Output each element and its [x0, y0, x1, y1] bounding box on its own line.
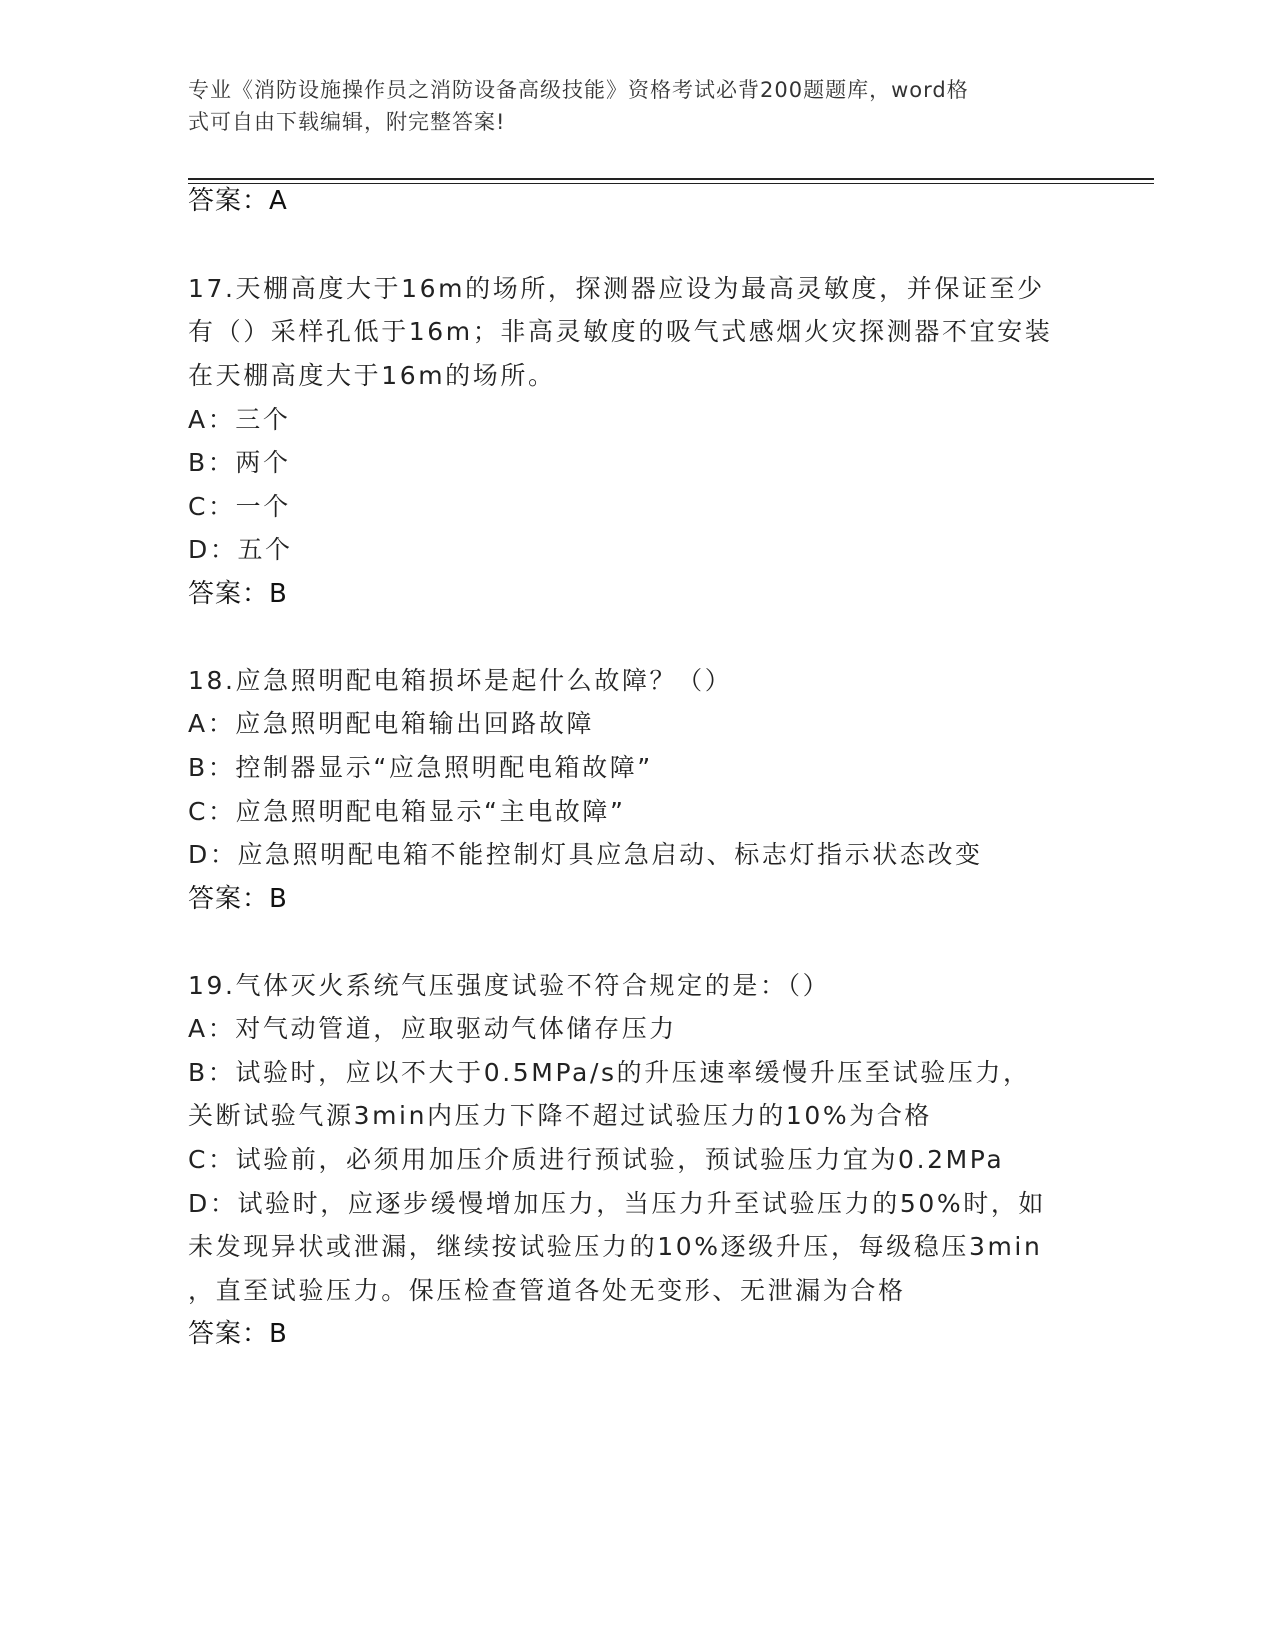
- q19-option-d-line-1: D：试验时，应逐步缓慢增加压力，当压力升至试验压力的50%时，如: [188, 1189, 1047, 1218]
- q18-answer: 答案：B: [188, 884, 288, 914]
- header-line-1: 专业《消防设施操作员之消防设备高级技能》资格考试必背200题题库，word格: [188, 78, 969, 102]
- q17-answer: 答案：B: [188, 579, 288, 609]
- previous-answer: 答案：A: [188, 186, 288, 216]
- q19-answer: 答案：B: [188, 1319, 288, 1349]
- q17-option-b: B：两个: [188, 448, 291, 477]
- q19-option-a: A：对气动管道，应取驱动气体储存压力: [188, 1014, 677, 1043]
- q19-stem-line-1: 19.气体灭火系统气压强度试验不符合规定的是：（）: [188, 971, 831, 1000]
- q19-option-b-line-1: B：试验时，应以不大于0.5MPa/s的升压速率缓慢升压至试验压力，: [188, 1058, 1031, 1087]
- q17-stem-line-2: 有（）采样孔低于16m；非高灵敏度的吸气式感烟火灾探测器不宜安装: [188, 317, 1053, 346]
- header-line-2: 式可自由下载编辑，附完整答案!: [188, 110, 506, 134]
- q19-option-d-line-2: 未发现异状或泄漏，继续按试验压力的10%逐级升压，每级稳压3min: [188, 1232, 1043, 1261]
- q19-option-c: C：试验前，必须用加压介质进行预试验，预试验压力宜为0.2MPa: [188, 1145, 1005, 1174]
- document-header: [188, 74, 1088, 138]
- q18-option-c: C：应急照明配电箱显示“主电故障”: [188, 797, 626, 826]
- header-rule-thick: [188, 178, 1154, 180]
- q17-option-a: A：三个: [188, 405, 291, 434]
- q17-stem-line-3: 在天棚高度大于16m的场所。: [188, 361, 556, 390]
- q18-option-a: A：应急照明配电箱输出回路故障: [188, 709, 595, 738]
- q17-option-c: C：一个: [188, 492, 291, 521]
- q19-option-d-line-3: ，直至试验压力。保压检查管道各处无变形、无泄漏为合格: [188, 1276, 906, 1305]
- q19-option-b-line-2: 关断试验气源3min内压力下降不超过试验压力的10%为合格: [188, 1101, 933, 1130]
- q18-option-b: B：控制器显示“应急照明配电箱故障”: [188, 753, 653, 782]
- q17-option-d: D：五个: [188, 535, 293, 564]
- q17-stem-line-1: 17.天棚高度大于16m的场所，探测器应设为最高灵敏度，并保证至少: [188, 274, 1045, 303]
- q18-option-d: D：应急照明配电箱不能控制灯具应急启动、标志灯指示状态改变: [188, 840, 983, 869]
- q18-stem-line-1: 18.应急照明配电箱损坏是起什么故障？（）: [188, 666, 733, 695]
- header-rule-thin: [188, 183, 1154, 184]
